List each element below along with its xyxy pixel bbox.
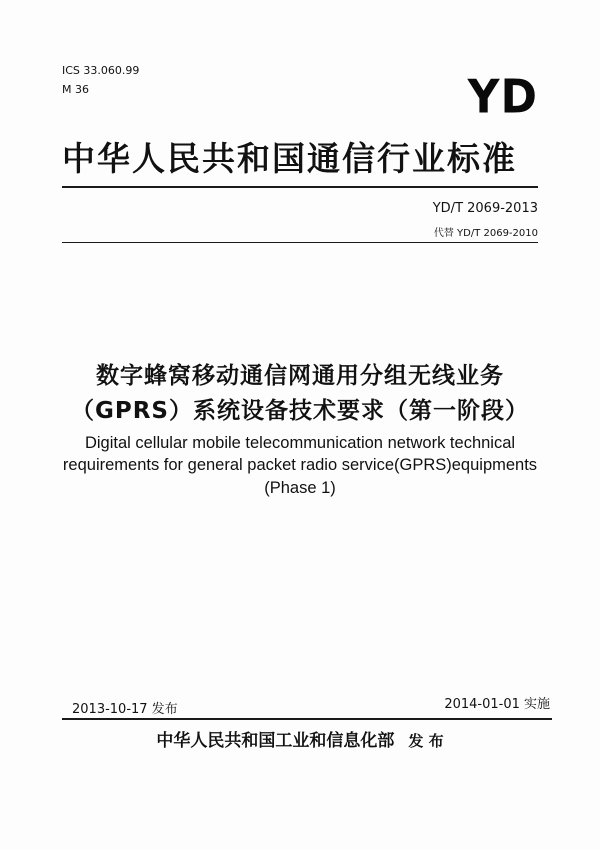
header-divider <box>62 186 538 188</box>
ics-code: ICS 33.060.99 <box>62 64 140 77</box>
issue-date: 2013-10-17 发布 <box>72 702 178 717</box>
standard-number: YD/T 2069-2013 <box>432 201 538 216</box>
chinese-title-line-1: 数字蜂窝移动通信网通用分组无线业务 <box>96 363 504 389</box>
issuer-name: 中华人民共和国工业和信息化部 <box>156 731 395 751</box>
implementation-date: 2014-01-01 实施 <box>444 697 550 712</box>
chinese-title-line-2: （GPRS）系统设备技术要求（第一阶段） <box>70 398 529 424</box>
english-title-line-2: requirements for general packet radio service(GPRS)equipments <box>62 456 538 474</box>
replaces-note: 代替 YD/T 2069-2010 <box>433 228 538 239</box>
classification-code: M 36 <box>62 83 89 96</box>
english-title-line-3: (Phase 1) <box>264 479 336 497</box>
footer-divider <box>62 718 552 720</box>
publish-label: 发 布 <box>408 732 444 750</box>
issuer-line <box>0 726 600 751</box>
english-title-line-1: Digital cellular mobile telecommunication network technical <box>84 434 516 452</box>
yd-logo: YD <box>467 70 538 125</box>
standard-number-divider <box>62 242 538 243</box>
organization-title: 中华人民共和国通信行业标准 <box>62 139 517 178</box>
